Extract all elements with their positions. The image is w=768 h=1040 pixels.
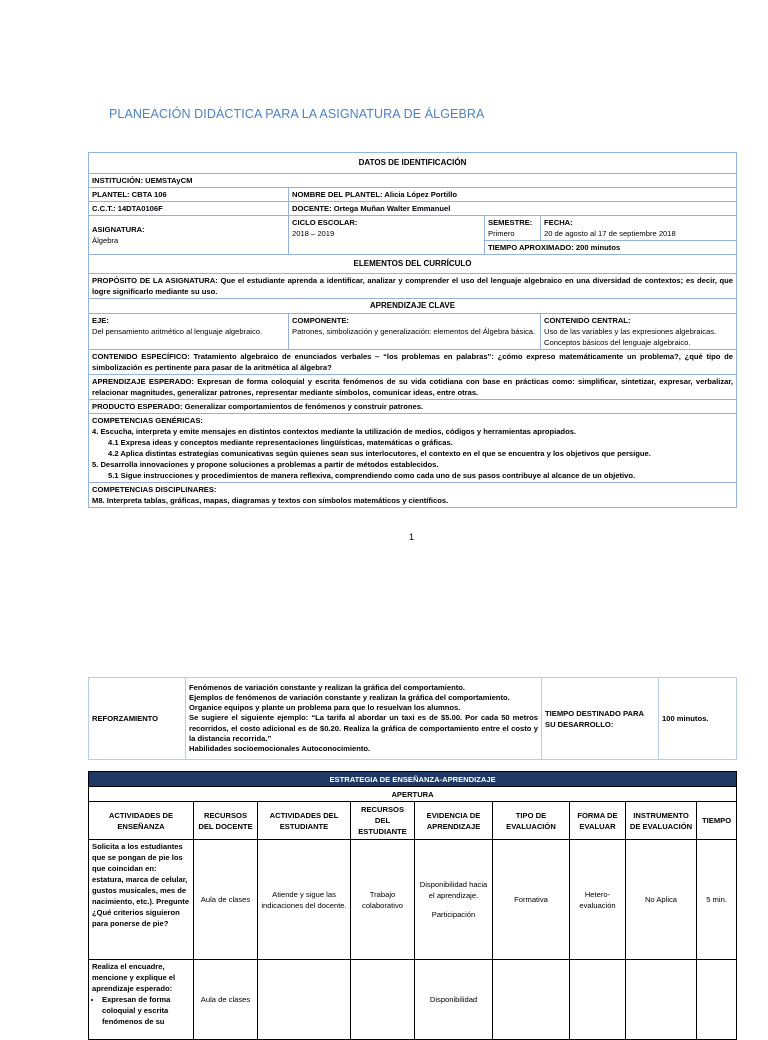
column-header: INSTRUMENTO DE EVALUACIÓN (626, 802, 697, 840)
column-header: TIPO DE EVALUACIÓN (493, 802, 570, 840)
actividad-estudiante-cell: Atiende y sigue las indicaciones del docente. (258, 840, 351, 960)
fecha-value: 20 de agosto al 17 de septiembre 2018 (544, 229, 676, 238)
evidencia-cell: Disponibilidad (415, 960, 493, 1040)
competencias-disciplinares-label: COMPETENCIAS DISCIPLINARES: (92, 484, 217, 494)
competencias-disciplinares (89, 482, 737, 507)
table-row (89, 840, 737, 960)
tiempo-destinado-label: TIEMPO DESTINADO PARA SU DESARROLLO: (542, 678, 659, 760)
proposito: PROPÓSITO DE LA ASIGNATURA: Que el estudiante aprenda a identificar, analizar y comprender el uso del lenguaje algebraico en una diversidad de contextos; es decir, que logre significarlo mediante su uso. (89, 274, 737, 299)
aprendizaje-esperado: APRENDIZAJE ESPERADO: Expresan de forma coloquial y escrita fenómenos de su vida cotidiana con base en prácticas como: simplificar, sintetizar, expresar, verbalizar, relacionar magnitudes, generalizar patrones, representar mediante símbolos, comunicar ideas, entre otras. (89, 374, 737, 399)
contenido-central-2: Conceptos básicos del lenguaje algebraico. (544, 337, 691, 347)
asignatura-cell (89, 216, 289, 255)
page-number: 1 (409, 532, 415, 542)
forma-evaluar-cell (570, 960, 626, 1040)
eje-label: EJE: (92, 315, 109, 325)
ciclo-label: CICLO ESCOLAR: (292, 218, 358, 227)
contenido-central-1: Uso de las variables y las expresiones algebraicas. (544, 326, 717, 336)
cd-item: M8. Interpreta tablas, gráficas, mapas, diagramas y textos con símbolos matemáticos y científicos. (92, 495, 449, 505)
cg-item: 4.1 Expresa ideas y conceptos mediante representaciones lingüísticas, matemáticas o gráficas. (108, 437, 453, 447)
competencias-genericas (89, 413, 737, 482)
reforzamiento-line: Habilidades socioemocionales Autoconocimiento. (189, 744, 371, 754)
estrategia-table (88, 771, 737, 1040)
cct: C.C.T.: 14DTA0106F (89, 202, 289, 216)
identification-table (88, 152, 737, 508)
tiempo-destinado-value: 100 minutos. (659, 678, 737, 760)
docente: DOCENTE: Ortega Muñan Walter Emmanuel (289, 202, 737, 216)
tipo-evaluacion-cell: Formativa (493, 840, 570, 960)
ensenanza-cell (89, 960, 194, 1040)
reforzamiento-line: Ejemplos de fenómenos de variación constante y realizan la gráfica del comportamiento. (189, 692, 510, 702)
eje-value: Del pensamiento aritmético al lenguaje algebraico. (92, 326, 263, 336)
tiempo-aproximado: TIEMPO APROXIMADO: 200 minutos (485, 241, 737, 255)
eje-cell (89, 313, 289, 349)
cg-item: 4.2 Aplica distintas estrategias comunicativas según quienes sean sus interlocutores, el contexto en el que se encuentra y los objetivos que persigue. (108, 448, 651, 458)
forma-evaluar-cell: Hetero-evaluación (570, 840, 626, 960)
semestre-label: SEMESTRE: (488, 218, 533, 227)
reforzamiento-table (88, 677, 737, 760)
ciclo-cell (289, 216, 485, 255)
componente-label: COMPONENTE: (292, 315, 349, 325)
fecha-label: FECHA: (544, 218, 573, 227)
datos-header: DATOS DE IDENTIFICACIÓN (89, 153, 737, 174)
fecha-cell (541, 216, 737, 241)
producto-esperado: PRODUCTO ESPERADO: Generalizar comportamientos de fenómenos y construir patrones. (89, 399, 737, 413)
plantel: PLANTEL: CBTA 106 (89, 188, 289, 202)
asignatura-label: ASIGNATURA: (92, 225, 145, 234)
recursos-docente-cell: Aula de clases (194, 960, 258, 1040)
institucion: INSTITUCIÓN: UEMSTAyCM (89, 174, 737, 188)
componente-value: Patrones, simbolización y generalización: elementos del Álgebra básica. (292, 326, 536, 336)
column-header: TIEMPO (697, 802, 737, 840)
reforzamiento-line: Organice equipos y plante un problema para que lo resuelvan los alumnos. (189, 703, 461, 713)
evidencia-text: Participación (431, 910, 476, 919)
cg-item: 5.1 Sigue instrucciones y procedimientos de manera reflexiva, comprendiendo como cada uno de sus pasos contribuye al alcance de un objetivo. (108, 470, 636, 480)
ciclo-value: 2018 – 2019 (292, 229, 335, 238)
reforzamiento-line: Fenómenos de variación constante y realizan la gráfica del comportamiento. (189, 682, 465, 692)
semestre-value: Primero (488, 229, 515, 238)
ensenanza-text: Realiza el encuadre, mencione y explique el aprendizaje esperado: (92, 962, 176, 993)
semestre-cell (485, 216, 541, 241)
instrumento-cell (626, 960, 697, 1040)
column-header: ACTIVIDADES DEL ESTUDIANTE (258, 802, 351, 840)
tiempo-cell (697, 960, 737, 1040)
aprendizaje-clave-header: APRENDIZAJE CLAVE (89, 299, 737, 314)
page-title: PLANEACIÓN DIDÁCTICA PARA LA ASIGNATURA DE ÁLGEBRA (109, 107, 485, 121)
evidencia-text: Disponibilidad hacia el aprendizaje. (419, 880, 488, 900)
instrumento-cell: No Aplica (626, 840, 697, 960)
curriculo-header: ELEMENTOS DEL CURRÍCULO (89, 255, 737, 274)
recursos-estudiante-cell (351, 960, 415, 1040)
recursos-docente-cell: Aula de clases (194, 840, 258, 960)
competencias-genericas-label: COMPETENCIAS GENÉRICAS: (92, 415, 203, 425)
evidencia-cell (415, 840, 493, 960)
column-header: ACTIVIDADES DE ENSEÑANZA (89, 802, 194, 840)
estrategia-header: ESTRATEGIA DE ENSEÑANZA-APRENDIZAJE (89, 772, 737, 787)
contenido-central-cell (541, 313, 737, 349)
reforzamiento-label: REFORZAMIENTO (89, 678, 186, 760)
cg-item: 5. Desarrolla innovaciones y propone soluciones a problemas a partir de métodos establecidos. (92, 459, 439, 469)
ensenanza-cell: Solicita a los estudiantes que se pongan de pie los que coincidan en: estatura, marca de celular, gustos musicales, mes de nacimiento, etc.). Pregunte ¿Qué criterios siguieron para ponerse de pie? (89, 840, 194, 960)
asignatura-value: Álgebra (92, 236, 119, 245)
cg-item: 4. Escucha, interpreta y emite mensajes en distintos contextos mediante la utilización de medios, códigos y herramientas apropiados. (92, 426, 577, 436)
contenido-especifico: CONTENIDO ESPECÍFICO: Tratamiento algebraico de enunciados verbales – “los problemas en palabras”: ¿cómo expreso matemáticamente un problema?, ¿qué tipo de simbolización es pertinente para pasar de la aritmética al álgebra? (89, 349, 737, 374)
tipo-evaluacion-cell (493, 960, 570, 1040)
reforzamiento-content (186, 678, 542, 760)
column-header: RECURSOS DEL ESTUDIANTE (351, 802, 415, 840)
ensenanza-bullet: • Expresan de forma coloquial y escrita fenómenos de su (102, 994, 190, 1027)
recursos-estudiante-cell: Trabajo colaborativo (351, 840, 415, 960)
componente-cell (289, 313, 541, 349)
tiempo-cell: 5 min. (697, 840, 737, 960)
reforzamiento-line: Se sugiere el siguiente ejemplo: “La tarifa al abordar un taxi es de $5.00. Por cada 50 metros recorridos, el costo adicional es de $0.20. Realiza la gráfica de comportamiento entre el costo y la distancia recorrida.” (189, 713, 538, 743)
column-header: RECURSOS DEL DOCENTE (194, 802, 258, 840)
apertura-header: APERTURA (89, 787, 737, 802)
column-header: EVIDENCIA DE APRENDIZAJE (415, 802, 493, 840)
table-row (89, 960, 737, 1040)
nombre-plantel: NOMBRE DEL PLANTEL: Alicia López Portillo (289, 188, 737, 202)
contenido-central-label: CONTENIDO CENTRAL: (544, 315, 631, 325)
actividad-estudiante-cell (258, 960, 351, 1040)
column-header: FORMA DE EVALUAR (570, 802, 626, 840)
